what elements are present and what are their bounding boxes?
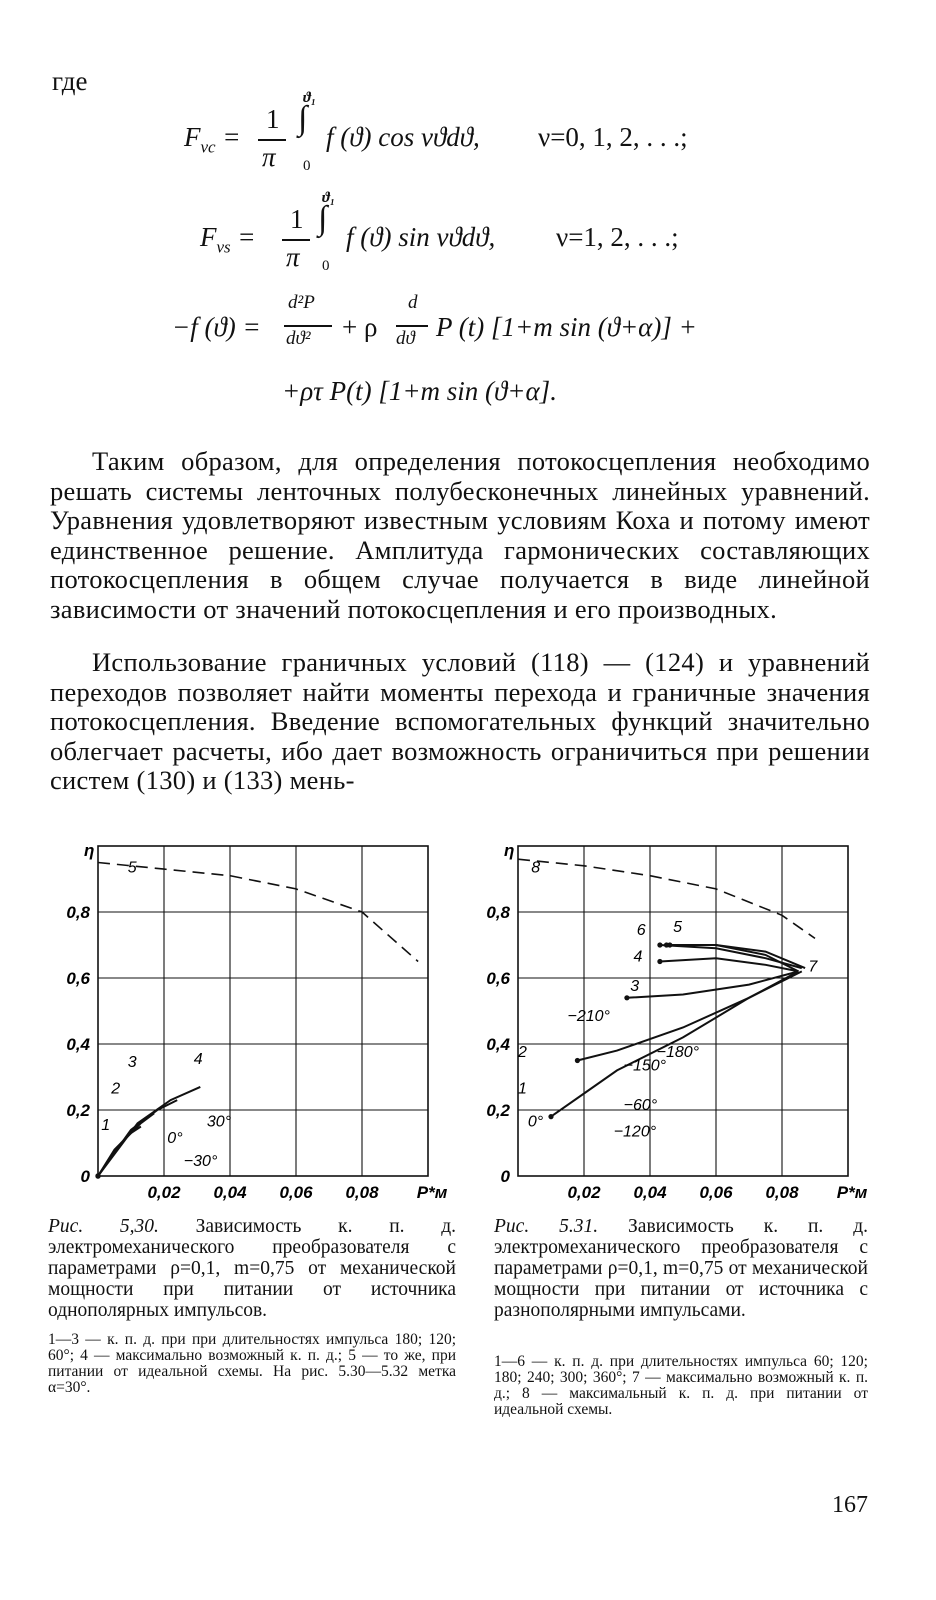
right-curve-label-3: 3 — [630, 978, 640, 996]
right-y-tick-0: 0 — [500, 1167, 510, 1186]
caption-right-label: Рис. 5.31. — [494, 1216, 599, 1237]
paragraph-2: Использование граничных условий (118) — (124) и уравнений переходов позволяет найти моменты перехода и граничные значения потокосцепления. Введение вспомогательных функций значительно облегчает расчеты, ибо дает возможность ограничиться при решении систем (130) и (133) мень- — [50, 647, 870, 795]
left-y-tick-2: 0,4 — [66, 1035, 90, 1054]
right-series-8 — [518, 859, 815, 938]
left-frame — [98, 846, 428, 1176]
eq3-mid: + ρ — [342, 312, 378, 342]
caption-left-label: Рис. 5,30. — [48, 1216, 159, 1237]
right-annotation-1: −180° — [656, 1044, 700, 1062]
left-x-tick-2: 0,06 — [279, 1183, 313, 1202]
right-annotation-4: 0° — [527, 1113, 544, 1131]
left-x-tick-1: 0,04 — [213, 1183, 247, 1202]
legend-left: 1—3 — к. п. д. при при длительностях импульса 180; 120; 60°; 4 — максимально возможный к. п. д.; 5 — то же, при питании от идеальной схемы. На рис. 5.30—5.32 метка α=30°. — [48, 1331, 456, 1396]
left-curve-label-1: 1 — [101, 1116, 111, 1134]
right-point-2-0 — [575, 1058, 580, 1063]
right-y-tick-1: 0,2 — [486, 1101, 510, 1120]
left-y-tick-0: 0 — [80, 1167, 90, 1186]
right-x-tick-2: 0,06 — [699, 1183, 733, 1202]
equation-continuation — [0, 376, 936, 416]
right-curve-label-4: 4 — [633, 948, 643, 966]
equation-f-theta — [0, 292, 936, 358]
right-annotation-2: −150° — [623, 1057, 667, 1075]
right-point-6-0 — [657, 942, 662, 947]
eq2-body: f (ϑ) sin νϑdϑ, — [346, 222, 496, 252]
eq1-frac-bar — [258, 139, 286, 141]
left-curve-label-5: 5 — [127, 859, 137, 877]
right-x-axis-symbol: P*м — [836, 1183, 868, 1202]
eq2-upper: ϑ₁ — [322, 190, 336, 206]
right-curve-label-5: 5 — [673, 918, 683, 936]
eq3-frac2-num: d — [408, 292, 418, 313]
left-x-axis-symbol: P*м — [416, 1183, 448, 1202]
right-curve-label-8: 8 — [531, 859, 541, 877]
equation-fvc — [0, 90, 936, 176]
chart-left-full — [60, 830, 460, 1210]
chart-right-full — [480, 830, 880, 1210]
page-number: 167 — [832, 1492, 868, 1518]
caption-left-text: Зависимость к. п. д. электромеханического преобразователя с параметрами ρ=0,1, m=0,75 от механической мощности при питании от источника однополярных импульсов. — [48, 1216, 457, 1321]
eq3-frac1-num: d²P — [288, 292, 315, 313]
right-annotation-5: −120° — [613, 1123, 657, 1141]
eq1-cond: ν=0, 1, 2, . . .; — [538, 122, 688, 152]
eq2-lower: 0 — [322, 258, 330, 274]
caption-right — [494, 1216, 868, 1321]
left-curve-label-2: 2 — [111, 1080, 121, 1098]
right-y-axis-symbol: η — [504, 841, 515, 860]
left-curve-label-4: 4 — [193, 1050, 203, 1068]
left-y-tick-3: 0,6 — [66, 969, 90, 988]
equation-fvs — [0, 190, 936, 276]
eq3-tail: P (t) [1+m sin (ϑ+α)] + — [436, 312, 697, 342]
left-y-tick-1: 0,2 — [66, 1101, 90, 1120]
right-point-7-0 — [664, 942, 669, 947]
eq2-frac-bar — [282, 239, 310, 241]
right-y-tick-2: 0,4 — [486, 1035, 510, 1054]
left-annotation-0: 30° — [206, 1113, 232, 1131]
right-x-tick-3: 0,08 — [765, 1183, 799, 1202]
chart-right-plot — [486, 841, 867, 1202]
paragraph-1: Таким образом, для определения потокосцепления необходимо решать системы ленточных полубесконечных линейных уравнений. Уравнения удовлетворяют известным условиям Коха и потому имеют единственное решение. Амплитуда гармонических составляющих потокосцепления в общем случае получается в виде линейной зависимости от значений потокосцепления и его производных. — [50, 446, 870, 624]
right-curve-label-7: 7 — [808, 958, 818, 976]
eq1-integral: ∫ — [298, 100, 308, 137]
right-curve-label-2: 2 — [518, 1044, 527, 1062]
eq1-frac-num: 1 — [266, 104, 280, 134]
right-point-3-0 — [624, 995, 629, 1000]
right-y-tick-3: 0,6 — [486, 969, 510, 988]
right-point-1-0 — [548, 1114, 553, 1119]
left-annotation-1: 0° — [167, 1130, 183, 1147]
eq3-frac2-den: dϑ — [396, 328, 415, 349]
eq3-frac1-bar — [284, 325, 332, 327]
eq3-frac1-den: dϑ² — [286, 328, 311, 349]
eq3-lhs: −f (ϑ) = — [172, 312, 261, 342]
right-annotation-0: −210° — [567, 1007, 610, 1025]
eq4-text: +ρτ P(t) [1+m sin (ϑ+α]. — [282, 376, 557, 406]
eq1-lower: 0 — [303, 158, 311, 174]
left-y-axis-symbol: η — [84, 841, 95, 860]
legend-right: 1—6 — к. п. д. при длительностях импульса 60; 120; 180; 240; 300; 360°; 7 — максимально возможный к. п. д.; 8 — максимальный к. п. д. при питании от идеальной схемы. — [494, 1353, 868, 1418]
eq1-upper: ϑ₁ — [303, 90, 317, 106]
eq2-frac-den: π — [286, 242, 300, 272]
left-series-3 — [98, 1100, 177, 1176]
left-curve-label-3: 3 — [127, 1054, 137, 1072]
eq2-integral: ∫ — [318, 200, 328, 237]
intro-word: где — [52, 66, 88, 96]
left-annotation-2: −30° — [183, 1153, 218, 1171]
left-y-tick-4: 0,8 — [66, 903, 90, 922]
eq2-lhs: $F_{\nu s}$ = — [200, 222, 256, 257]
eq3-frac2-bar — [396, 325, 428, 327]
eq2-cond: ν=1, 2, . . .; — [556, 222, 679, 252]
caption-left — [48, 1216, 456, 1321]
eq2-frac-num: 1 — [290, 204, 304, 234]
left-point-4-0 — [95, 1173, 100, 1178]
caption-right-text: Зависимость к. п. д. электромеханического преобразователя с параметрами ρ=0,1, m=0,75 от механической мощности при питании от источника с разнополярными импульсами. — [494, 1216, 868, 1321]
right-x-tick-0: 0,02 — [567, 1183, 601, 1202]
eq1-frac-den: π — [262, 142, 276, 172]
chart-left-plot — [66, 841, 447, 1202]
right-curve-label-6: 6 — [636, 922, 646, 940]
right-y-tick-4: 0,8 — [486, 903, 510, 922]
eq1-body: f (ϑ) cos νϑdϑ, — [326, 122, 480, 152]
left-x-tick-3: 0,08 — [345, 1183, 379, 1202]
right-point-4-0 — [657, 959, 662, 964]
right-annotation-3: −60° — [623, 1097, 658, 1114]
eq1-lhs: $F_{\nu c}$ = — [184, 122, 241, 157]
right-x-tick-1: 0,04 — [633, 1183, 667, 1202]
right-curve-label-1: 1 — [518, 1080, 527, 1098]
left-x-tick-0: 0,02 — [147, 1183, 181, 1202]
